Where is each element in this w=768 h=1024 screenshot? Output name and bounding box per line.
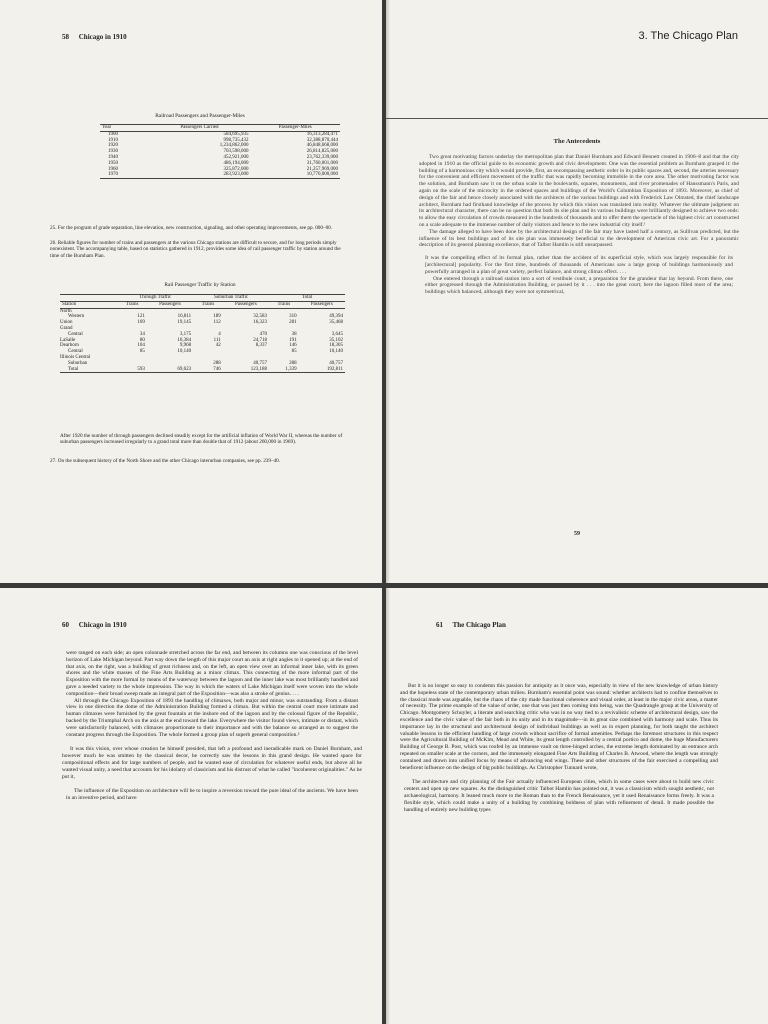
table-cell: 703,598,000 <box>223 149 249 155</box>
table-cell: Central <box>68 331 83 337</box>
railroad-passengers-table <box>100 124 340 179</box>
table-cell: 1930 <box>108 149 118 155</box>
footnote-25: 25. For the program of grade separation, line elevation, new construction, signaling, and other operating improvements, see pp. 000–00. <box>50 225 333 231</box>
table-cell: North <box>60 308 72 314</box>
table-cell: 1,339 <box>285 366 297 372</box>
column-header: Year <box>102 125 112 130</box>
table-cell: 35,468 <box>329 320 343 326</box>
table-cell: 16,313,284,471 <box>306 131 338 137</box>
running-head-title: The Chicago Plan <box>452 621 506 629</box>
table-row <box>60 367 345 373</box>
body-paragraph: It was this vision, over whose creation he himself presided, that left a profound and ineradicable mark on Daniel Burnham, and however much he was smitten by the classical decor, he correctly saw the lessons in this grand design. He wanted space for compositional effects and for large numbers of people, and he wanted ease of circulation for whatever useful ends, but above all he wanted visual unity, a need that accounts for his idolatry of classicism and his distrust of what he called "incoherent originalities." As he put it, <box>62 746 362 780</box>
column-header: Passenger-Miles <box>278 125 312 130</box>
table-cell: 10,770,000,000 <box>306 172 338 178</box>
table-cell: 85 <box>291 349 297 355</box>
table-cell: 288 <box>289 360 297 366</box>
table1-title: Railroad Passengers and Passenger-Miles <box>155 113 245 119</box>
table-cell: 21,257,969,000 <box>306 166 338 172</box>
table-cell: 69,623 <box>177 366 192 372</box>
table-cell: 38 <box>291 331 297 337</box>
page-58 <box>0 0 382 583</box>
table-cell: 80 <box>139 337 145 343</box>
table-cell: 10,384 <box>177 337 192 343</box>
table-cell: 1910 <box>108 137 118 143</box>
table-cell: 85 <box>139 349 145 355</box>
running-head <box>62 621 127 629</box>
table-cell: 4 <box>218 331 221 337</box>
block-quote: All through the Chicago Exposition of 1893 the handling of climaxes, both major and minor, was outstanding. From a distant view in one direction the dome of the Administration Building formed a climax. But within the central court more intimate and human climaxes were furnished by the great fountain at the inshore end of the lagoon and by the colossal figure of the Republic, backed by the Triumphal Arch on the axis at the end toward the lake. Everywhere the visitor found views, intimate or distant, which were satisfactorily balanced, with climaxes proportionate to their importance and with the balance so arranged as to suggest the constant progress through the Exposition. The whole formed a group plan of superb general composition.² <box>66 697 358 738</box>
section-title: The Antecedents <box>553 138 601 145</box>
table-cell: 42 <box>215 343 221 349</box>
table-cell: Grand <box>60 325 73 331</box>
table-cell: 49,394 <box>329 314 343 320</box>
table-cell: 1900 <box>108 131 118 137</box>
table-cell: 31,760,001,000 <box>306 160 338 166</box>
running-head <box>436 621 506 629</box>
column-header: Passengers <box>159 301 182 307</box>
table-cell: 281 <box>289 320 297 326</box>
page-number: 58 <box>62 33 69 41</box>
after-table-note: After 1920 the number of through passengers declined steadily except for the artificial inflation of World War II, whereas the number of suburban passengers increased irregularly to a grand total more than double that of 1912 (about 260,000 in 1969). <box>60 433 343 446</box>
table-cell: 189 <box>213 314 221 320</box>
column-header: Passengers <box>310 301 333 307</box>
column-header: Trains <box>125 301 139 307</box>
table-cell: 452,921,000 <box>223 154 249 160</box>
table-cell: Union <box>60 320 73 326</box>
table-cell: 24,718 <box>253 337 268 343</box>
table-cell: 16,323 <box>253 320 268 326</box>
table-cell: 146 <box>289 343 297 349</box>
table-cell: 10,140 <box>177 349 192 355</box>
table-cell: 46,848,668,000 <box>306 143 338 149</box>
body-paragraph: Two great motivating factors underlay the metropolitan plan that Daniel Burnham and Edward Bennett created in 1906–8 and that the city adopted in 1910 as the official guide to its economic growth and civic development. One was the essential problem as Burnham grasped it: the building of a harmonious city which would provide, first, an encompassing aesthetic order in its public spaces and, second, the arteries necessary for the convenient and efficient movement of the traffic that was rapidly becoming immobile in the core area. The other motivating factor was the solution, and Burnham saw it on the urban scale in the boulevards, squares, monuments, and river promenades of Haussmann's Paris, and again on the scale of the microcity in the ordered spaces and buildings of the World's Columbian Exposition of 1893. Moreover, as chief of design of the fair and hence closely associated with the architects of the various buildings and with Frederick Law Olmsted, the chief landscape architect, Burnham had firsthand knowledge of the process by which this vision was translated into reality. Whatever the ultimate judgment on its architectural character, there can be no question that both its site plan and its various buildings were brilliantly designed to achieve two ends: to allow the easy circulation of crowds measured in the hundreds of thousands and to offer them the spectacle of the highest civic art constructed on a scale adequate to the immense number of daily visitors and hence to the new industrial city itself.¹ The damage alleged to have been done by the architectural design of the fair may have lasted half a century, as Sullivan predicted, but the influence of its best buildings and of its site plan was immensely beneficial to the development of American civic art. For a panoramic description of its general planning excellence, that of Talbot Hamlin is still unsurpassed. It was the compelling effect of its formal plan, rather than the accident of its superficial style, which was largely responsible for its [architectural] popularity. For the first time, hundreds of thousands of Americans saw a large group of buildings harmoniously and powerfully arranged in a plan of great variety, perfect balance, and strong climax effect. . . . One entered through a railroad station into a sort of vestibule court, a preparation for the grandeur that lay beyond. From there, one either progressed through the Administration Building, or passed by it . . . into the great court; here the lagoon filled most of the area; buildings which balanced, although they were not symmetrical, <box>419 154 739 296</box>
table-cell: 3,645 <box>331 331 343 337</box>
table-cell: 1960 <box>108 166 118 172</box>
table-cell: 9,968 <box>179 343 192 349</box>
footnote-26: 26. Reliable figures for number of trains and passengers at the various Chicago stations are difficult to secure, and for long periods simply nonexistent. The accompanying table, based on statistics gathered in 1912, provides some idea of rail passenger traffic by station around the time of the Burnham Plan. <box>50 240 341 259</box>
page-number: 59 <box>574 531 580 537</box>
block-quote: The architecture and city planning of the Fair actually influenced European cities, which in some cases were about to build new civic centers and open up new squares. As the distinguished critic Talbot Hamlin has pointed out, it was a classicism which sought aesthetic, not archaeological, harmony. It leaned much more to the Roman than to the French Renaissance, yet it used Renaissance forms freely. It was a flexible style, which could make a unity of a building by combining boldness of plan with refinement of detail. It made possible the handling of entirely new building types <box>404 779 714 813</box>
table-cell: 584,695,935 <box>223 131 249 137</box>
table-cell: 486,194,000 <box>223 160 249 166</box>
running-head-title: Chicago in 1910 <box>78 621 127 629</box>
table-cell: 169 <box>137 320 145 326</box>
table-cell: 283,923,000 <box>223 172 249 178</box>
page-number: 60 <box>62 621 69 629</box>
column-header: Passengers <box>234 301 257 307</box>
table-cell: 19,145 <box>177 320 192 326</box>
block-quote: were ranged on each side; an open colonnade stretched across the far end, and between its columns one was conscious of the level horizon of Lake Michigan beyond. Part way down the length of this major court an axis at right angles to it opened up; at the end of that axis, on the right, was a building of great richness and, on the left, an open view over an informal inner lake, with its green shores and the white masses of the Fine Arts Building as a minor climax. This connecting of the more informal part of the Exposition with the more formal by means of the waterway between the lagoon and the inner lake was most brilliantly handled and gave a needed variety to the whole impression. The way in which the waters of Lake Michigan itself were woven into the whole composition—their broad sweep made an integral part of the Exposition—was also a stroke of genius. . . . <box>66 650 358 697</box>
body-paragraph: But it is no longer so easy to condemn this passion for antiquity as it once was, especially in view of the new knowledge of urban history and the hopeless state of the contemporary urban milieu. Burnham's essential point was sound: whether architects had to confine themselves to the classical mode was arguable, but the chaos of the city made functional coherence and visual order, at least in the major civic areas, a matter of necessity. The prime example of the value of order, one that was just then coming into being, was the Quadrangle group at the University of Chicago. Montgomery Schuyler, a literate and searching critic who was in no way tied to a revivalistic scheme of architectural design, saw the excellence and the civic value of the fair both in its unity and in its magnitude—in its great size combined with harmony and scale. Thus its importance lay in the structural and architectural design of individual buildings as well as in expert planning, for both taught the architect valuable lessons in the efficient handling of large crowds without sacrifice of formal amenities. Perhaps the foremost structures in this respect were the Agricultural Building of McKim, Mead and White, its great length controlled by a central portico and dome, the huge Manufacturers Building of George B. Post, which was roofed by an immense vault on three-hinged arches, the extreme length dominated by an entrance arch repeated on smaller scale at the corners, and the immensely elongated Fine Arts Building of Charles B. Atwood, where the length was strongly contained and drawn into unified focus by means of advancing end wings. These and other structures of the fair exercised a compelling and beneficent influence on the design of big public buildings. As Christopher Tunnard wrote, <box>400 683 718 771</box>
group-header: Suburban Traffic <box>214 295 249 300</box>
table-cell: 1940 <box>108 154 118 160</box>
page-number: 61 <box>436 621 443 629</box>
table-cell: 1950 <box>108 160 118 166</box>
running-head-title: Chicago in 1910 <box>78 33 127 41</box>
table-cell: Suburban <box>68 360 88 366</box>
station-traffic-table <box>60 294 345 373</box>
column-header: Station <box>62 301 77 307</box>
footnote-27: 27. On the subsequent history of the North Shore and the other Chicago interurban companies, see pp. 239–40. <box>50 458 281 464</box>
chapter-rule <box>386 118 768 119</box>
page-59 <box>386 0 768 583</box>
table-cell: 593 <box>137 366 145 372</box>
block-quote: The influence of the Exposition on architecture will be to inspire a reversion toward the pure ideal of the ancients. We have been in an inventive period, and have <box>66 788 358 802</box>
table2-title: Rail Passenger Traffic by Station <box>164 282 236 288</box>
table-cell: 191 <box>289 337 297 343</box>
table-cell: Dearborn <box>60 343 79 349</box>
running-head <box>62 33 127 41</box>
table-cell: 112 <box>213 320 221 326</box>
table-cell: 1920 <box>108 143 118 149</box>
table-cell: 310 <box>289 314 297 320</box>
table-cell: 32,388,870,444 <box>306 137 338 143</box>
table-cell: LaSalle <box>60 337 76 343</box>
chapter-title: 3. The Chicago Plan <box>638 30 738 42</box>
table-row <box>100 172 340 178</box>
table-cell: 1970 <box>108 172 118 178</box>
body-text <box>400 683 718 813</box>
table-cell: Total <box>68 366 79 372</box>
page-61 <box>386 588 768 1024</box>
column-header: Trains <box>277 301 291 307</box>
table-cell: 8,337 <box>255 343 268 349</box>
table-cell: 35,102 <box>329 337 343 343</box>
table-cell: Illinois Central <box>60 354 91 360</box>
table-cell: 998,735,432 <box>223 137 249 143</box>
page-60 <box>0 588 382 1024</box>
table-cell: 121 <box>137 314 145 320</box>
block-quote: One entered through a railroad station into a sort of vestibule court, a preparation for the grandeur that lay beyond. From there, one either progressed through the Administration Building, or passed by it . . . into the great court; here the lagoon filled most of the area; buildings which balanced, although they were not symmetrical, <box>425 275 733 296</box>
table-cell: 3,175 <box>179 331 192 337</box>
table-cell: 192,811 <box>326 366 343 372</box>
table-cell: 470 <box>259 331 268 337</box>
table-cell: 34 <box>139 331 145 337</box>
table-cell: 1,234,862,000 <box>219 143 249 149</box>
table-cell: 40,757 <box>329 360 343 366</box>
table-cell: 746 <box>213 366 221 372</box>
table-cell: Central <box>68 349 83 355</box>
group-header: Through Traffic <box>139 295 172 300</box>
table-cell: 10,140 <box>329 349 343 355</box>
table-cell: 288 <box>213 360 221 366</box>
table-cell: 111 <box>213 337 221 343</box>
table-cell: 123,188 <box>250 366 268 372</box>
table-cell: 26,814,825,000 <box>306 149 338 155</box>
group-header: Total <box>301 295 313 300</box>
table-cell: 32,583 <box>253 314 268 320</box>
table-cell: 104 <box>137 343 145 349</box>
table-cell: 18,305 <box>329 343 343 349</box>
body-text <box>62 650 362 802</box>
table-cell: 40,757 <box>253 360 268 366</box>
column-header: Passengers Carried <box>180 125 219 130</box>
table-cell: 16,811 <box>177 314 192 320</box>
table-cell: Western <box>68 314 85 320</box>
column-header: Trains <box>201 301 215 307</box>
table-cell: 23,762,339,000 <box>306 154 338 160</box>
block-quote: It was the compelling effect of its formal plan, rather than the accident of its superficial style, which was largely responsible for its [architectural] popularity. For the first time, hundreds of thousands of Americans saw a large group of buildings harmoniously and powerfully arranged in a plan of great variety, perfect balance, and strong climax effect. . . . <box>425 255 733 275</box>
table-cell: 325,872,000 <box>223 166 249 172</box>
